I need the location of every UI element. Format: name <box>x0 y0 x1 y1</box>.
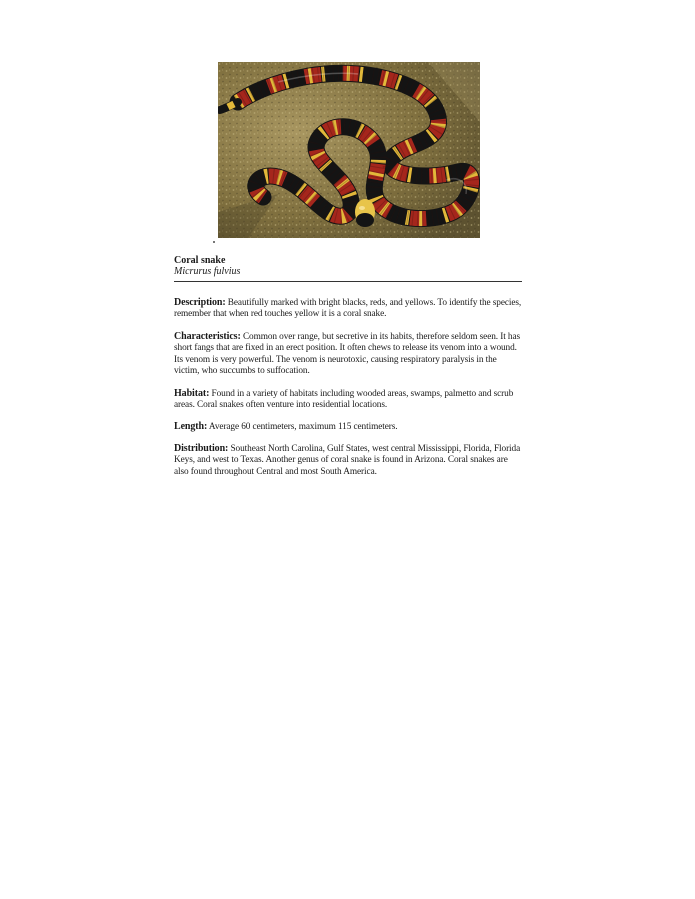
section-text: Average 60 centimeters, maximum 115 centimeters. <box>207 422 398 432</box>
section-label: Habitat: <box>174 388 210 399</box>
coral-snake-illustration <box>218 62 480 238</box>
section-habitat <box>174 388 524 412</box>
section-label: Description: <box>174 297 226 308</box>
section-label: Characteristics: <box>174 331 241 342</box>
section-label: Distribution: <box>174 443 229 454</box>
common-name: Coral snake <box>174 255 226 266</box>
coral-snake-photo <box>218 62 480 238</box>
section-description <box>174 297 524 321</box>
section-text: Beautifully marked with bright blacks, reds, and yellows. To identify the species, remember that when red touches yellow it is a coral snake. <box>174 298 522 320</box>
section-characteristics <box>174 331 524 378</box>
section-text: Common over range, but secretive in its habits, therefore seldom seen. It has short fangs that are fixed in an erect position. It often chews to release its venom into a wound. Its venom is very powerful. The venom is neurotoxic, causing respiratory paralysis in the victim, who succumbs to suffocation. <box>174 332 521 377</box>
section-text: Found in a variety of habitats including wooded areas, swamps, palmetto and scrub areas. Coral snakes often venture into residential locations. <box>174 389 514 411</box>
section-text: Southeast North Carolina, Gulf States, west central Mississippi, Florida, Florida Keys, and west to Texas. Another genus of coral snake is found in Arizona. Coral snakes are also found throughout Central and most South America. <box>174 444 521 477</box>
section-distribution <box>174 443 524 478</box>
header-divider <box>174 281 522 282</box>
section-label: Length: <box>174 421 208 432</box>
section-length <box>174 421 524 433</box>
scan-speck <box>213 241 215 243</box>
scientific-name: Micrurus fulvius <box>174 266 241 277</box>
species-header <box>174 255 524 277</box>
